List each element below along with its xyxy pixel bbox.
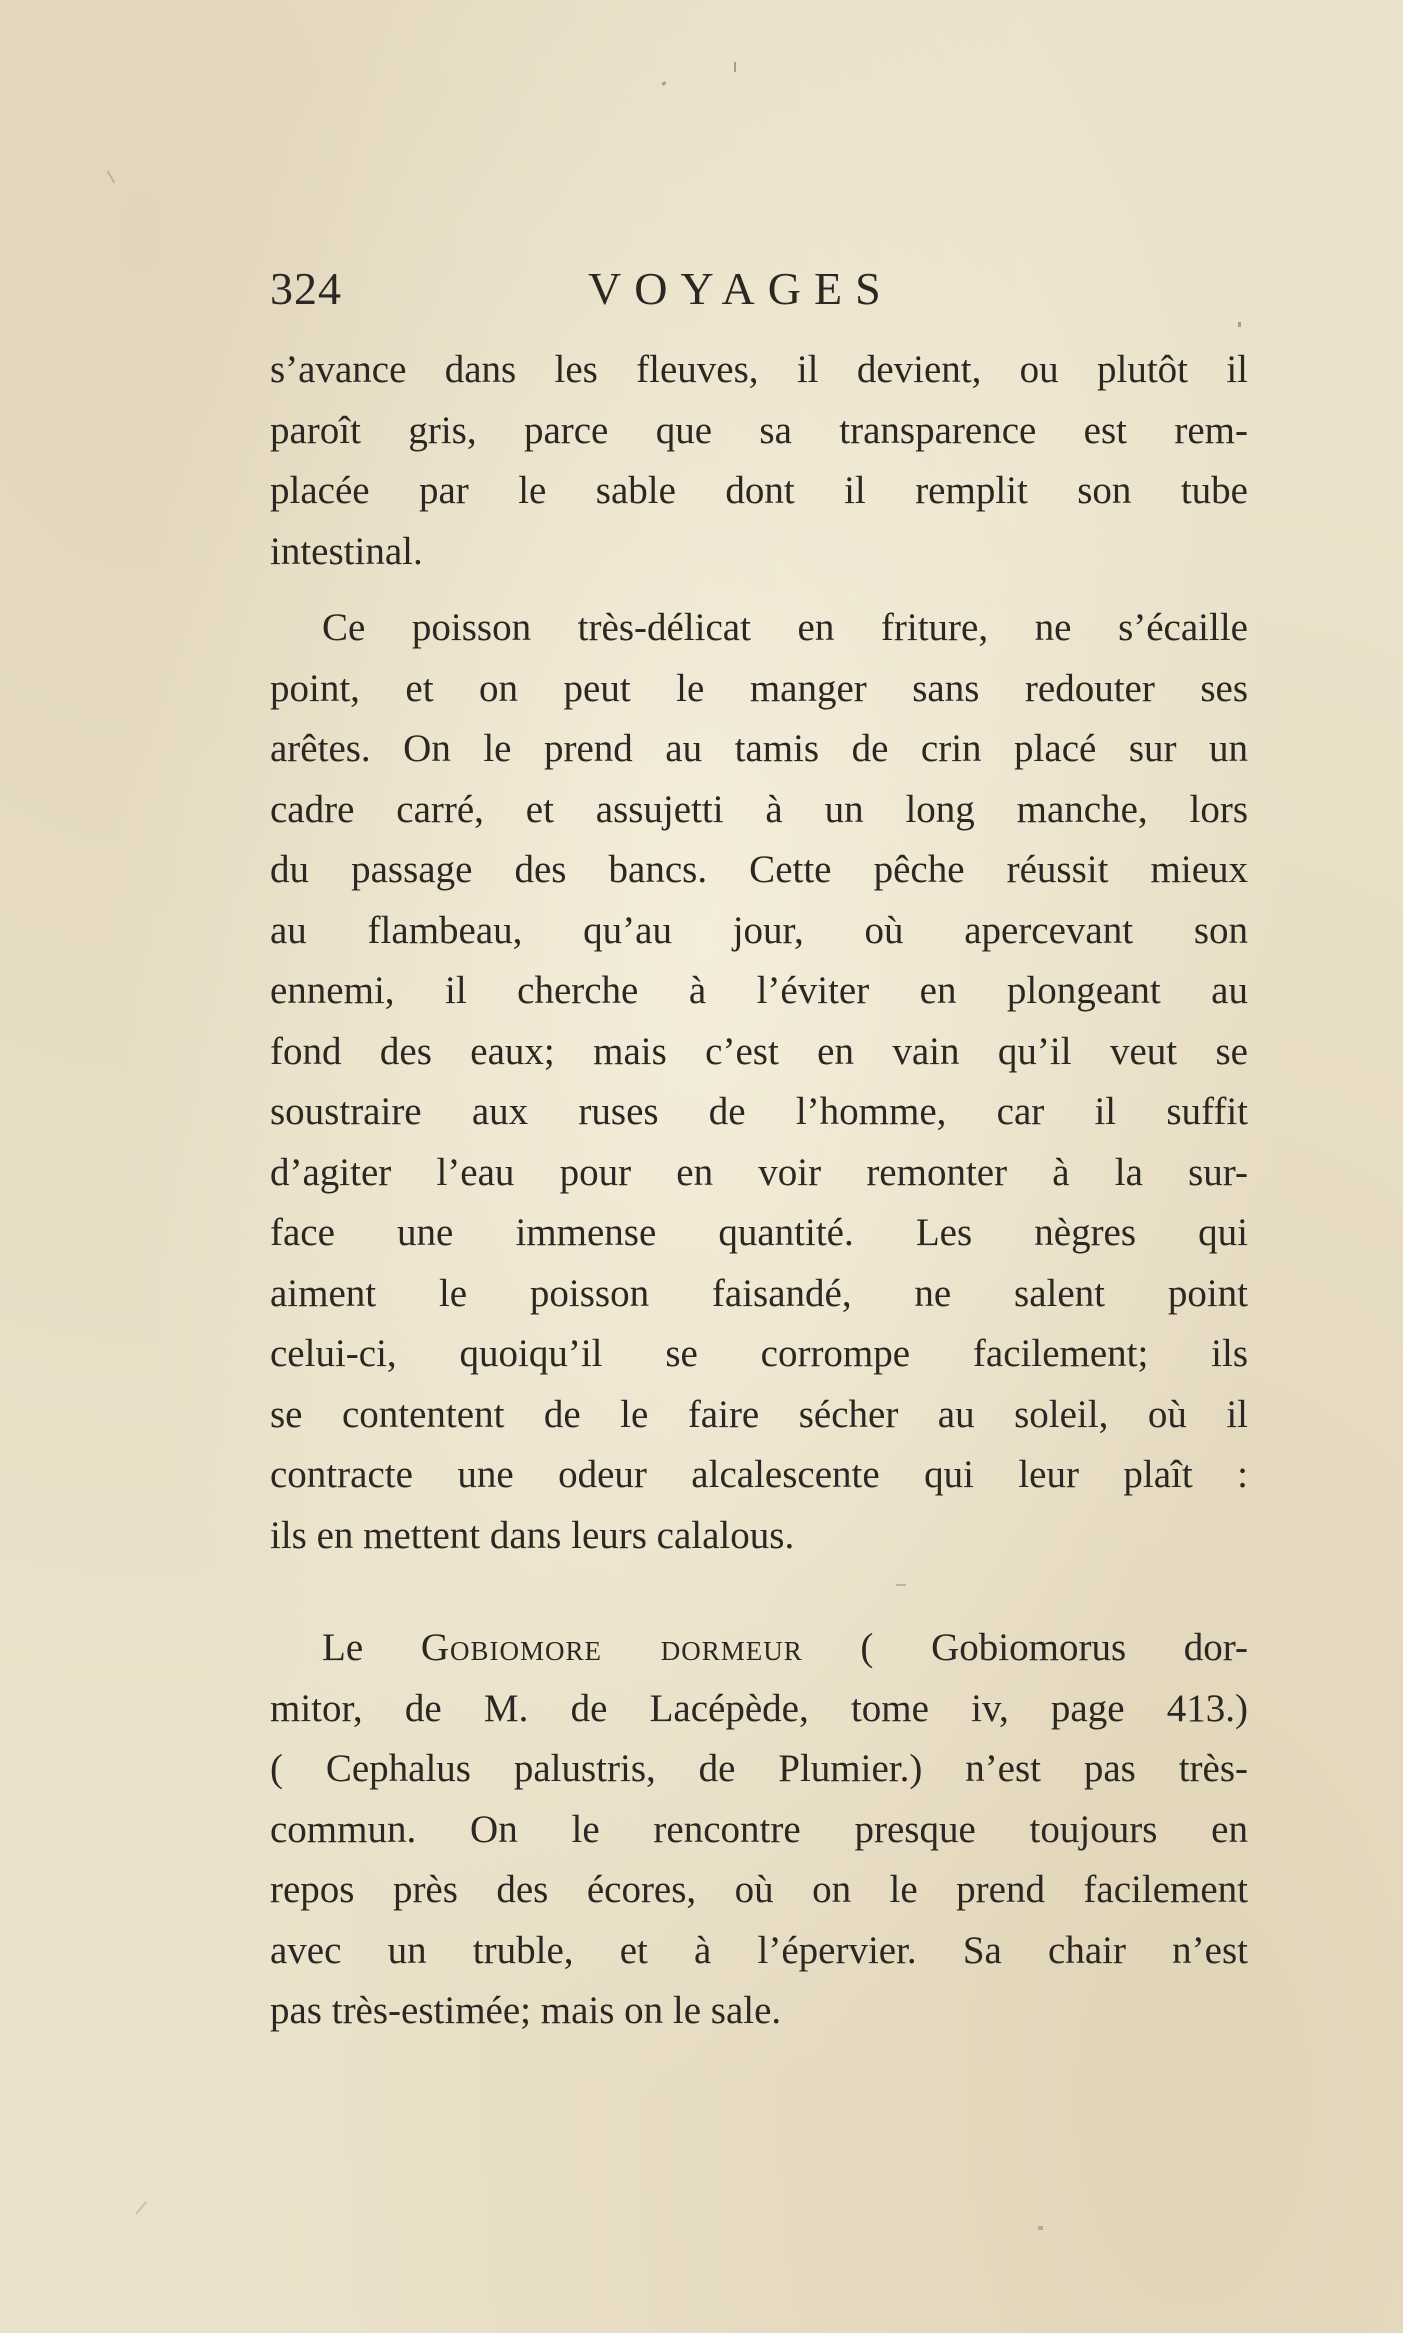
text-line: Ce poisson très-délicat en friture, ne s’écaille (322, 606, 1248, 649)
text-line: cadre carré, et assujetti à un long manche, lors (270, 787, 1248, 831)
text-line: du passage des bancs. Cette pêche réussit mieux (270, 848, 1248, 891)
text-line: intestinal. (270, 529, 423, 573)
text-line (270, 1618, 1248, 1679)
text-line: ( Cephalus palustris, de Plumier.) n’est pas très- (270, 1747, 1248, 1790)
text-line: commun. On le rencontre presque toujours en (270, 1807, 1248, 1851)
text-line: avec un truble, et à l’épervier. Sa chair n’est (270, 1928, 1248, 1972)
text-line: ennemi, il cherche à l’éviter en plongeant au (270, 969, 1248, 1012)
text-line: arêtes. On le prend au tamis de crin placé sur un (270, 727, 1248, 770)
text-line: point, et on peut le manger sans redouter ses (270, 666, 1248, 710)
text-line: au flambeau, qu’au jour, où apercevant son (270, 908, 1248, 952)
text-line: s’avance dans les fleuves, il devient, ou plutôt il (270, 348, 1248, 391)
text-line: aiment le poisson faisandé, ne salent point (270, 1271, 1248, 1315)
text-line: paroît gris, parce que sa transparence est rem- (270, 408, 1248, 452)
text-line: ils en mettent dans leurs calalous. (270, 1513, 795, 1557)
text-line: face une immense quantité. Les nègres qui (270, 1211, 1248, 1254)
paragraph-2 (270, 598, 1248, 1566)
text-line: pas très-estimée; mais on le sale. (270, 1989, 782, 2032)
running-title: VOYAGES (588, 263, 894, 314)
text-line: fond des eaux; mais c’est en vain qu’il veut se (270, 1029, 1248, 1073)
text-line: soustraire aux ruses de l’homme, car il suffit (270, 1090, 1248, 1133)
text-line: contracte une odeur alcalescente qui leur plaît : (270, 1453, 1248, 1496)
text-line: placée par le sable dont il remplit son tube (270, 469, 1248, 512)
paragraph-1 (270, 340, 1248, 582)
text-line: d’agiter l’eau pour en voir remonter à la sur- (270, 1150, 1248, 1194)
page-header (270, 262, 1250, 332)
text-line: repos près des écores, où on le prend facilement (270, 1868, 1248, 1911)
paragraph-3 (270, 1618, 1248, 2042)
ink-speck (896, 1584, 906, 1586)
ink-speck (107, 170, 116, 183)
text-line: mitor, de M. de Lacépède, tome iv, page 413.) (270, 1686, 1248, 1730)
ink-speck (734, 62, 736, 72)
paragraph-lead: Le (322, 1626, 421, 1669)
text-line: celui-ci, quoiqu’il se corrompe facilement; ils (270, 1332, 1248, 1375)
species-name: Gobiomore dormeur (420, 1626, 803, 1669)
page-number: 324 (270, 263, 342, 314)
ink-speck (1038, 2226, 1043, 2230)
text-line: se contentent de le faire sécher au soleil, où il (270, 1392, 1248, 1436)
paragraph-lead-rest: ( Gobiomorus dor- (802, 1626, 1249, 1669)
ink-speck (662, 81, 667, 86)
ink-speck (135, 2201, 147, 2215)
